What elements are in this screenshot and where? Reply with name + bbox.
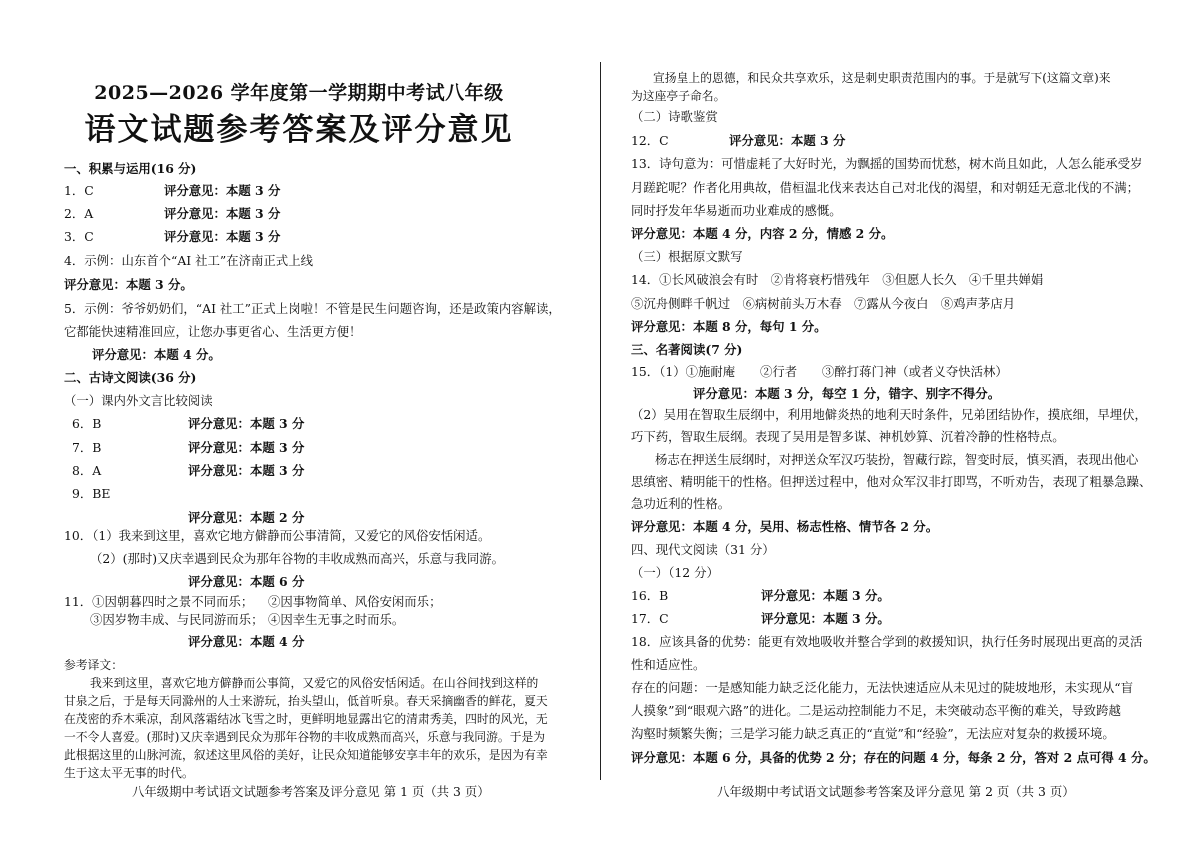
score-11: 评分意见：本题 4 分 (188, 634, 305, 649)
answer-13: 13．诗句意为：可惜虚耗了大好时光，为飘摇的国势而忧愁，树木尚且如此，人怎么能承受岁 (631, 156, 1143, 171)
left-page (0, 0, 598, 847)
answer-11-c: ③因岁物丰成、与民同游而乐； (90, 612, 264, 627)
answer-13-cont: 月蹉跎呢？作者化用典故，借桓温北伐来表达自己对北伐的渴望，和对朝廷无意北伐的不满； (631, 180, 1140, 195)
subsection-heading: （三）根据原文默写 (631, 249, 743, 264)
score-16: 评分意见：本题 3 分。 (761, 588, 890, 603)
translation-line: 生于这太平无事的时代。 (64, 766, 194, 780)
answer-11-b: ②因事物简单、风俗安闲而乐； (268, 594, 442, 609)
answer-18-cont: 性和适应性。 (631, 657, 706, 672)
answer-14: 14．①长风破浪会有时 ②肯将衰朽惜残年 ③但愿人长久 ④千里共婵娟 (631, 272, 1044, 287)
score-17: 评分意见：本题 3 分。 (761, 611, 890, 626)
answer-16: 16．B (631, 588, 669, 603)
answer-9: 9．BE (72, 486, 111, 501)
section-heading: 三、名著阅读(7 分) (631, 342, 743, 357)
answer-11-a: 11．①因朝暮四时之景不同而乐； (64, 594, 254, 609)
answer-18-cont: 沟壑时频繁失衡；三是学习能力缺乏真正的“直觉”和“经验”，无法应对复杂的救援环境。 (631, 726, 1115, 741)
answer-10-2: （2）(那时)又庆幸遇到民众为那年谷物的丰收成熟而高兴，乐意与我同游。 (90, 551, 505, 566)
score-12: 评分意见：本题 3 分 (729, 133, 846, 148)
answer-5-cont: 它都能快速精准回应，让您办事更省心、生活更方便！ (64, 324, 362, 339)
answer-18-cont: 人摸象”到“眼观六路”的进化。二是运动控制能力不足，未突破动态平衡的难关，导致跨越 (631, 703, 1121, 718)
translation-line: 宣扬皇上的恩德，和民众共享欢乐，这是刺史职责范围内的事。于是就写下(这篇文章)来 (653, 71, 1111, 85)
score-7: 评分意见：本题 3 分 (188, 440, 305, 455)
answer-8: 8．A (72, 463, 102, 478)
answer-15-2: （2）吴用在智取生辰纲中，利用地僻炎热的地利天时条件，兄弟团结协作，摸底细，早埋伏， (631, 407, 1147, 422)
answer-18-cont: 存在的问题：一是感知能力缺乏泛化能力，无法快速适应从未见过的陡坡地形，未实现从“盲 (631, 680, 1133, 695)
score-13: 评分意见：本题 4 分，内容 2 分，情感 2 分。 (631, 226, 894, 241)
score-4: 评分意见：本题 3 分。 (64, 277, 193, 292)
translation-line: 在茂密的乔木乘凉，刮风落霜结冰飞雪之时，更鲜明地显露出它的清肃秀美，四时的风光，无 (64, 712, 548, 726)
document-title: 语文试题参考答案及评分意见 (84, 112, 514, 148)
score-6: 评分意见：本题 3 分 (188, 416, 305, 431)
page-divider (600, 62, 601, 780)
answer-15-2-cont: 急功近利的性格。 (631, 496, 731, 511)
answer-15-1: 15．（1）①施耐庵 ②行者 ③醉打蒋门神（或者义夺快活林） (631, 364, 1008, 379)
answer-11-d: ④因幸生无事之时而乐。 (268, 612, 405, 627)
right-page (603, 0, 1200, 847)
answer-15-2-cont: 巧下药，智取生辰纲。表现了吴用是智多谋、神机妙算、沉着冷静的性格特点。 (631, 429, 1065, 444)
translation-line: 一不令人喜爱。(那时)又庆幸遇到民众为那年谷物的丰收成熟而高兴，乐意与我同游。于是为 (64, 730, 546, 744)
page-footer: 八年级期中考试语文试题参考答案及评分意见 第 2 页（共 3 页） (717, 784, 1075, 799)
score-2: 评分意见：本题 3 分 (164, 206, 281, 221)
score-1: 评分意见：本题 3 分 (164, 183, 281, 198)
answer-13-cont: 同时抒发年华易逝而功业难成的感慨。 (631, 203, 842, 218)
answer-15-2-cont: 杨志在押送生辰纲时，对押送众军汉巧装扮，智藏行踪，智变时辰，慎买酒，表现出他心 (655, 452, 1139, 467)
answer-1: 1．C (64, 183, 94, 198)
score-18: 评分意见：本题 6 分，具备的优势 2 分；存在的问题 4 分，每条 2 分，答对 2 点可得 4 分。 (631, 750, 1156, 765)
score-3: 评分意见：本题 3 分 (164, 229, 281, 244)
exam-title: 2025—2026 学年度第一学期期中考试八年级 (94, 82, 504, 104)
answer-5: 5．示例：爷爷奶奶们，“AI 社工”正式上岗啦！不管是民生问题咨询，还是政策内容解读， (64, 301, 561, 316)
answer-12: 12．C (631, 133, 669, 148)
score-14: 评分意见：本题 8 分，每句 1 分。 (631, 319, 827, 334)
score-9: 评分意见：本题 2 分 (188, 510, 305, 525)
answer-15-2-cont: 思缜密、精明能干的性格。但押送过程中，他对众军汉非打即骂，不听劝告，表现了粗暴急躁、 (631, 474, 1152, 489)
answer-17: 17．C (631, 611, 669, 626)
translation-line: 为这座亭子命名。 (631, 89, 726, 103)
answer-7: 7．B (72, 440, 102, 455)
answer-18: 18．应该具备的优势：能更有效地吸收并整合学到的救援知识，执行任务时展现出更高的灵活 (631, 634, 1143, 649)
answer-2: 2．A (64, 206, 94, 221)
translation-line: 我来到这里，喜欢它地方僻静而公事简，又爱它的风俗安恬闲适。在山谷间找到这样的 (90, 676, 539, 690)
score-8: 评分意见：本题 3 分 (188, 463, 305, 478)
section-heading: 一、积累与运用(16 分) (64, 161, 197, 176)
score-15-2: 评分意见：本题 4 分，吴用、杨志性格、情节各 2 分。 (631, 519, 939, 534)
score-10: 评分意见：本题 6 分 (188, 574, 305, 589)
answer-6: 6．B (72, 416, 102, 431)
answer-10-1: 10．（1）我来到这里，喜欢它地方僻静而公事清简，又爱它的风俗安恬闲适。 (64, 528, 491, 543)
subsection-heading: （一）课内外文言比较阅读 (64, 393, 213, 408)
score-15-1: 评分意见：本题 3 分，每空 1 分，错字、别字不得分。 (693, 386, 1001, 401)
section-heading: 二、古诗文阅读(36 分) (64, 370, 197, 385)
translation-label: 参考译文： (64, 658, 123, 672)
answer-14-cont: ⑤沉舟侧畔千帆过 ⑥病树前头万木春 ⑦露从今夜白 ⑧鸡声茅店月 (631, 296, 1016, 311)
subsection-heading: （一）（12 分） (631, 565, 719, 580)
translation-line: 此根据这里的山脉河流，叙述这里风俗的美好，让民众知道能够安享丰年的欢乐，是因为有幸 (64, 748, 548, 762)
answer-4: 4．示例：山东首个“AI 社工”在济南正式上线 (64, 253, 313, 268)
subsection-heading: （二）诗歌鉴赏 (631, 109, 718, 124)
page-footer: 八年级期中考试语文试题参考答案及评分意见 第 1 页（共 3 页） (132, 784, 490, 799)
translation-line: 甘泉之后，于是每天同滁州的人士来游玩，抬头望山，低首听泉。春天采摘幽香的鲜花，夏天 (64, 694, 548, 708)
score-5: 评分意见：本题 4 分。 (92, 347, 221, 362)
section-heading: 四、现代文阅读（31 分） (631, 542, 775, 557)
answer-3: 3．C (64, 229, 94, 244)
